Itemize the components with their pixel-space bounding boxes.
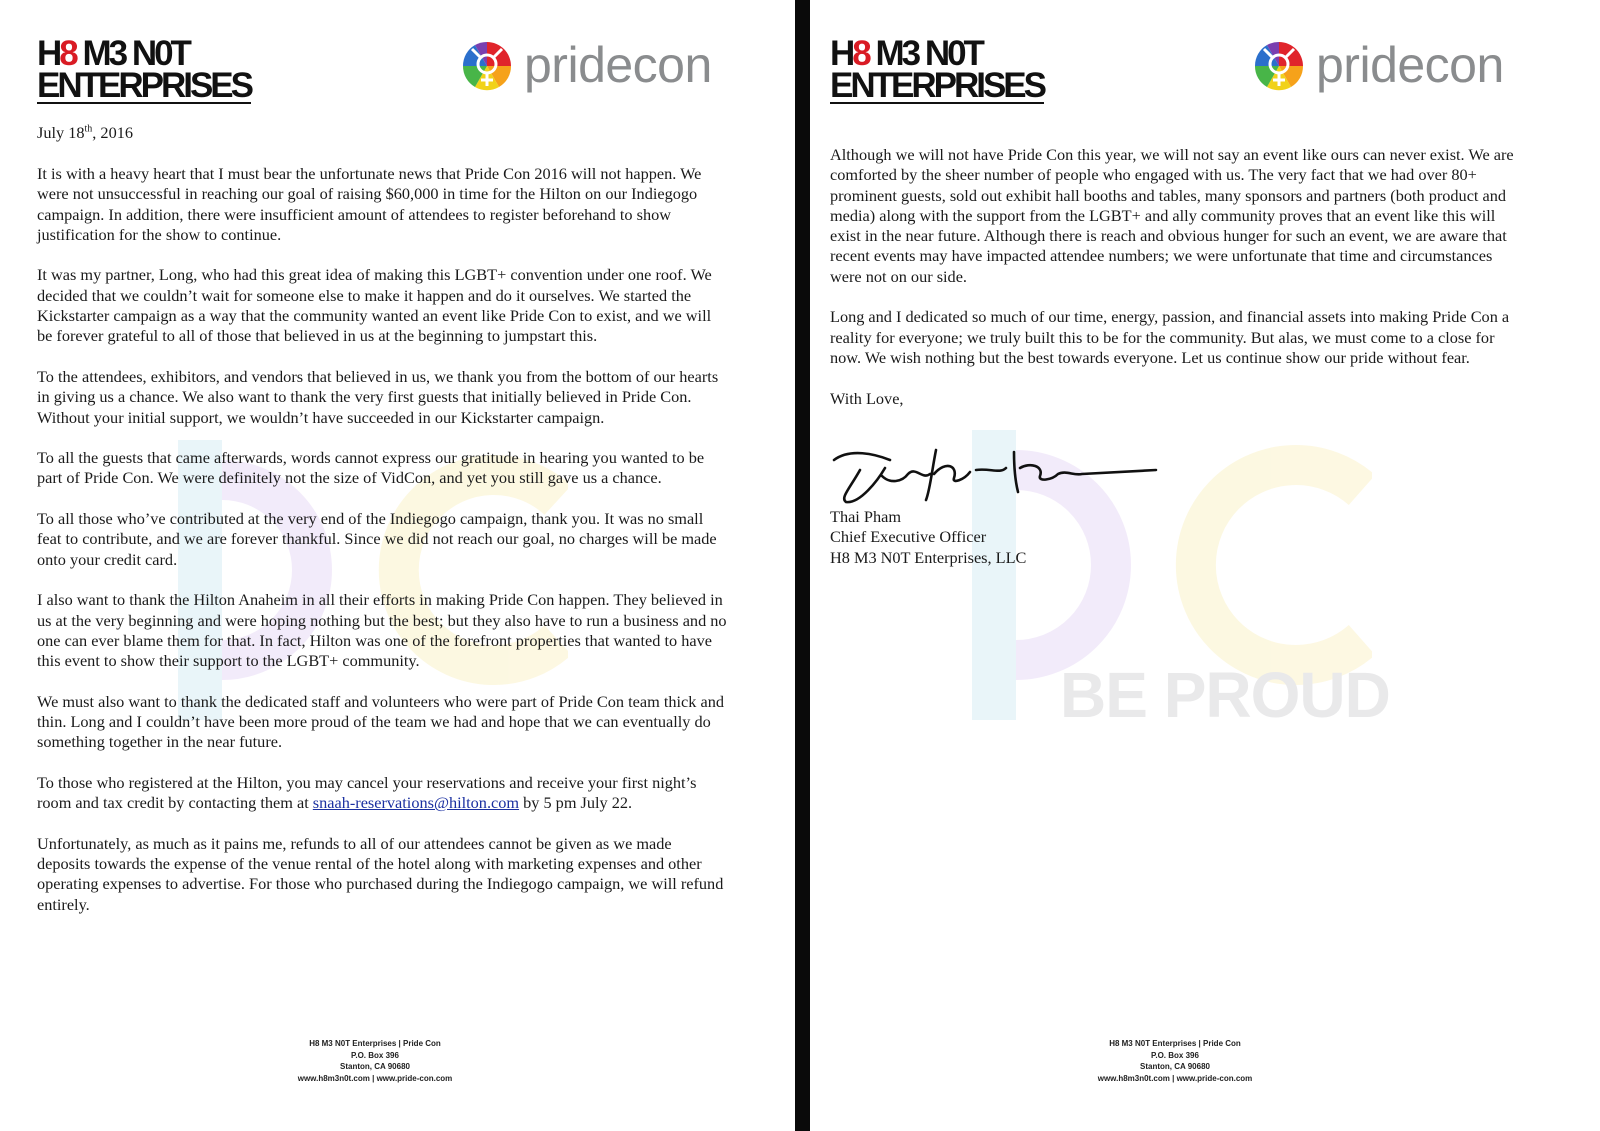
signer-block — [830, 507, 1026, 568]
paragraph: To all the guests that came afterwards, words cannot express our gratitude in hearing you wanted to be part of Pride Con. We were definitely not the size of VidCon, and yet you still gave us a chance. — [37, 448, 705, 488]
paragraph: We must also want to thank the dedicated staff and volunteers who were part of Pride Con team thick and thin. Long and I couldn’t have been more proud of the team we had and hope that we can eventually do something together in the near future. — [37, 691, 724, 752]
paragraph: I also want to thank the Hilton Anaheim in all their efforts in making Pride Con happen. They believed in us at the very beginning and were hoping nothing but the best; but they also have to run a business and no one can ever blame them for that. In fact, Hilton was one of the forefront properties that wanted to have this event to show their support to the LGBT+ community. — [37, 590, 727, 671]
letter-footer: H8 M3 N0T Enterprises | Pride Con P.O. Box 396 Stanton, CA 90680 www.h8m3n0t.com | www.pride-con.com — [1097, 1039, 1253, 1083]
paragraph: To all those who’ve contributed at the very end of the Indiegogo campaign, thank you. It was no small feat to contribute, and we are forever thankful. Since we did not reach our goal, no charges will be made onto your credit card. — [37, 509, 717, 569]
paragraph: It was my partner, Long, who had this great idea of making this LGBT+ convention under one roof. We decided that we couldn’t wait for someone else to make it happen and do it ourselves. We started the Kickstarter campaign as a way that the community wanted an event like Pride Con to exist, and we will be forever grateful to all of those that believed in us at the beginning to jumpstart this. — [37, 265, 712, 346]
paragraph: To the attendees, exhibitors, and vendors that believed in us, we thank you from the bottom of our hearts in giving us a chance. We also want to thank the very first guests that initially believed in Pride Con. Without your initial support, we wouldn’t have succeeded in our Kickstarter campaign. — [37, 366, 719, 427]
pridecon-logo: pridecon — [1244, 36, 1504, 94]
signer-title: Chief Executive Officer — [830, 527, 987, 547]
letter-footer: H8 M3 N0T Enterprises | Pride Con P.O. Box 396 Stanton, CA 90680 www.h8m3n0t.com | www.pride-con.com — [297, 1039, 453, 1083]
pridecon-logo: pridecon — [452, 36, 712, 94]
letter-body-2 — [830, 145, 1520, 429]
be-proud-watermark: BE PROUD — [1060, 659, 1390, 731]
page-divider — [795, 0, 810, 1131]
letter-body-1 — [37, 164, 727, 935]
h8m3n0t-logo: H8 M3 N0T ENTERPRISES — [37, 34, 251, 105]
letter-page-2 — [810, 0, 1600, 1131]
paragraph: Long and I dedicated so much of our time, energy, passion, and financial assets into making Pride Con a reality for everyone; we truly built this to be for the community. But alas, we must come to a close for now. We wish nothing but the best towards everyone. Let us continue show our pride without fear. — [830, 307, 1510, 367]
pride-symbol-icon — [1244, 36, 1314, 94]
paragraph: Unfortunately, as much as it pains me, refunds to all of our attendees cannot be given as we made deposits towards the expense of the venue rental of the hotel along with marketing expenses and other operating expenses to advertise. For those who purchased during the Indiegogo campaign, we will refund entirely. — [37, 833, 724, 914]
handwritten-signature — [830, 440, 1160, 517]
pride-symbol-icon — [452, 36, 522, 94]
paragraph: Although we will not have Pride Con this year, we will not say an event like ours can never exist. We are comforted by the sheer number of people who engaged with us. The very fact that we had over 80+ prominent guests, sold out exhibit hall booths and tables, many sponsors and partners (both product and media) along with the support from the LGBT+ and ally community proves that an event like this will exist in the near future. Although there is reach and obvious hunger for such an event, we are aware that recent events may have impacted attendee numbers; we were unfortunate that time and circumstances were not on our side. — [830, 145, 1514, 286]
letter-page-1 — [0, 0, 795, 1131]
hilton-email-link[interactable]: snaah-reservations@hilton.com — [312, 793, 520, 813]
closing: With Love, — [830, 388, 904, 408]
paragraph: To those who registered at the Hilton, you may cancel your reservations and receive your first night’s room and tax credit by contacting them at snaah-reservations@hilton.com by 5 pm July 22. — [37, 772, 697, 813]
h8m3n0t-logo: H8 M3 N0T ENTERPRISES — [830, 34, 1044, 105]
paragraph: It is with a heavy heart that I must bear the unfortunate news that Pride Con 2016 will not happen. We were not unsuccessful in reaching our goal of raising $60,000 in time for the Hilton on our Indiegogo campaign. In addition, there were insufficient amount of attendees to register beforehand to show justification for the show to continue. — [37, 164, 702, 244]
signer-company: H8 M3 N0T Enterprises, LLC — [830, 547, 1027, 567]
letter-date: July 18th, 2016 — [37, 123, 133, 142]
signer-name: Thai Pham — [830, 507, 901, 526]
